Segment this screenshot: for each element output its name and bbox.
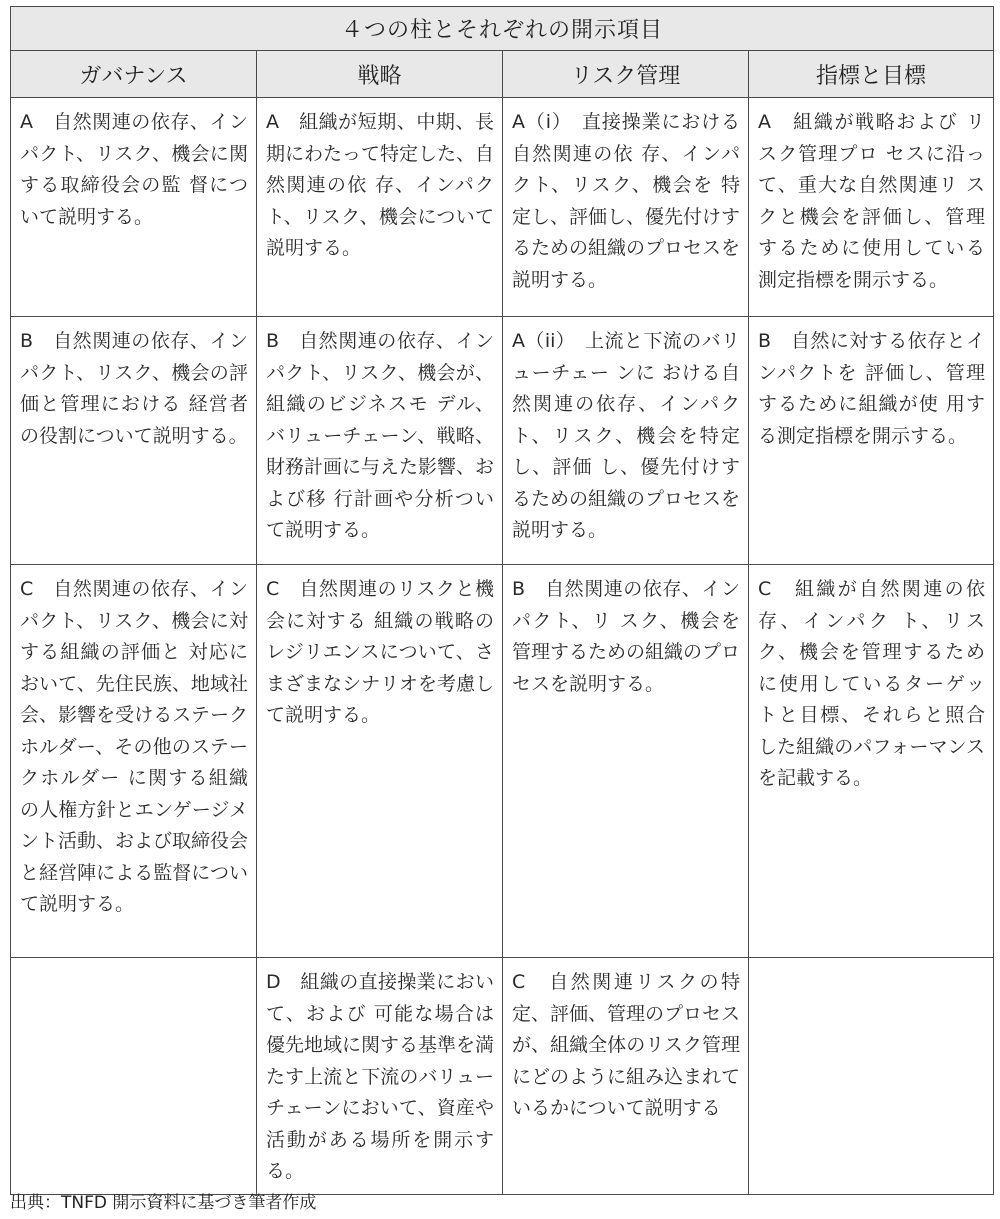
cell-metrics-c: C 組織が自然関連の依存、インパク ト、リスク、機会を管理するために使用しているターゲットと目標、それらと照合した組織のパフォーマンスを記載する。 — [749, 565, 994, 958]
cell-metrics-b: B 自然に対する依存とインパクトを 評価し、管理するために組織が使 用する測定指標を開示する。 — [749, 317, 994, 565]
table-row — [11, 98, 994, 317]
cell-strategy-b: B 自然関連の依存、インパクト、リスク、機会が、組織のビジネスモ デル、バリューチェーン、戦略、財務計画に与えた影響、および移 行計画や分析ついて説明する。 — [257, 317, 503, 565]
header-risk-management: リスク管理 — [503, 51, 749, 98]
table-row — [11, 958, 994, 1195]
cell-risk-c: C 自然関連リスクの特定、評価、管理のプロセスが、組織全体のリスク管理にどのように組み込まれているかについて説明する — [503, 958, 749, 1195]
cell-strategy-c: C 自然関連のリスクと機会に対する 組織の戦略のレジリエンスについて、さまざまなシナリオを考慮して説明する。 — [257, 565, 503, 958]
cell-risk-a-ii: A（ii） 上流と下流のバリューチェー ンに おける自然関連の依存、インパク ト、リスク、機会を特定し、評価 し、優先付けするための組織のプロセスを説明する。 — [503, 317, 749, 565]
cell-governance-a: A 自然関連の依存、インパクト、リスク、機会に関する取締役会の監 督について説明する。 — [11, 98, 257, 317]
cell-strategy-a: A 組織が短期、中期、長期にわたって特定した、自然関連の依 存、インパクト、リスク、機会について説明する。 — [257, 98, 503, 317]
source-caption: 出典：TNFD 開示資料に基づき筆者作成 — [10, 1193, 317, 1213]
header-metrics-targets: 指標と目標 — [749, 51, 994, 98]
cell-metrics-a: A 組織が戦略および リスク管理プロ セスに沿って、重大な自然関連リ スクと機会を評価し、管理するために使用している測定指標を開示する。 — [749, 98, 994, 317]
table-title: ４つの柱とそれぞれの開示項目 — [11, 7, 994, 51]
cell-risk-b: B 自然関連の依存、インパクト、リ スク、機会を管理するための組織のプロセスを説明する。 — [503, 565, 749, 958]
cell-governance-b: B 自然関連の依存、インパクト、リスク、機会の評価と管理における 経営者の役割について説明する。 — [11, 317, 257, 565]
cell-risk-a-i: A（i） 直接操業における自然関連の依 存、インパクト、リスク、機会を 特定し、評価し、優先付けするための組織のプロセスを説明する。 — [503, 98, 749, 317]
cell-governance-c: C 自然関連の依存、インパクト、リスク、機会に対する組織の評価と 対応において、先住民族、地域社 会、影響を受けるステークホルダー、その他のステークホルダー に関する組織の人権方針とエンゲージメント活動、および取締役会と経営陣による監督について説明する。 — [11, 565, 257, 958]
table-row — [11, 317, 994, 565]
table-row — [11, 565, 994, 958]
cell-strategy-d: D 組織の直接操業において、および 可能な場合は優先地域に関する基準を満たす上流と下流のバリュー チェーンにおいて、資産や活動がある場所を開示する。 — [257, 958, 503, 1195]
header-strategy: 戦略 — [257, 51, 503, 98]
header-governance: ガバナンス — [11, 51, 257, 98]
disclosure-table — [10, 6, 994, 1195]
cell-empty — [749, 958, 994, 1195]
cell-empty — [11, 958, 257, 1195]
header-row — [11, 51, 994, 98]
